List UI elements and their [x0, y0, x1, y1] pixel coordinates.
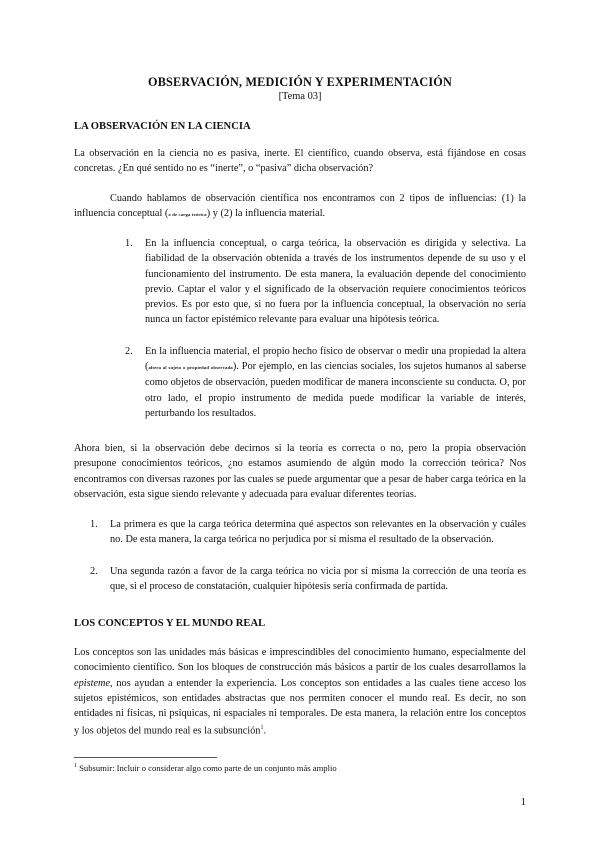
episteme-term: episteme [74, 677, 111, 689]
list-item-number: 2. [90, 565, 98, 577]
list-item-number: 1. [90, 519, 98, 530]
paragraph-conceptos-text-b: , nos ayudan a entender la experiencia. Los conceptos son entidades a las cuales tiene acceso los sujetos epistémicos, son entidades abstractas que nos permiten conocer el mundo real. Es decir, no son entidades ni físicas, ni psíquicas, ni espaciales ni temporales. De esta manera, la relación entre los conceptos y los objetos del mundo real es la subsunción [74, 677, 526, 737]
reasons-list [90, 517, 526, 594]
paragraph-influencias [74, 191, 526, 223]
list-item [125, 344, 526, 421]
list-item-text: En la influencia conceptual, o carga teórica, la observación es dirigida y selectiva. La fiabilidad de la observación obtenida a través de los instrumentos depende de su uso y el funcionamiento del instrumento. De esta manera, la evaluación depende del conocimiento previo. Captar el valor y el significado de la observación requiere conocimientos teóricos previos. Es por esto que, si no fuera por la influencia conceptual, la observación no sería nunca un factor epistémico relevante para evaluar una hipótesis teórica. [145, 238, 526, 326]
document-subtitle: [Tema 03] [278, 91, 322, 102]
paragraph-influencias-tiny-note: o de carga teórica [168, 212, 207, 218]
list-item-number: 2. [125, 345, 133, 357]
paragraph-ahora-bien: Ahora bien, si la observación debe decirnos si la teoría es correcta o no, pero la propia observación presupone conocimientos teóricos, ¿no estamos asumiendo de algún modo la corrección teórica? Nos encontramos con diversas razones por las cuales se puede argumentar que a pesar de haber carga teórica en la observación, esta sigue siendo relevante y adecuada para evaluar diferentes teorías. [74, 443, 526, 500]
paragraph-influencias-text-b: ) y (2) la influencia material. [206, 208, 326, 220]
section-heading-conceptos: LOS CONCEPTOS Y EL MUNDO REAL [74, 618, 266, 629]
footnote [74, 763, 337, 773]
paragraph-conceptos-end: . [263, 725, 267, 737]
list-item-text-a: En la influencia material, el propio hecho físico de observar o medir una propiedad la altera ( [145, 345, 526, 373]
document-title: OBSERVACIÓN, MEDICIÓN Y EXPERIMENTACIÓN [148, 75, 452, 89]
list-item-tiny-note: altera al sujeto o propiedad observada [148, 365, 233, 371]
page-number: 1 [520, 797, 526, 808]
footnote-divider [74, 757, 217, 758]
paragraph-intro: La observación en la ciencia no es pasiva, inerte. El científico, cuando observa, está fijándose en cosas concretas. ¿En qué sentido no es “inerte”, o “pasiva” dicha observación? [74, 148, 526, 175]
footnote-text: Subsumir: Incluir o considerar algo como parte de un conjunto más amplio [77, 763, 337, 773]
list-item-text: Una segunda razón a favor de la carga teórica no vicia por sí misma la corrección de una teoría es que, si el proceso de constatación, cualquier hipótesis sería confirmada de partida. [110, 565, 526, 592]
list-item [90, 564, 526, 595]
footnote-marker: 1 [74, 763, 77, 770]
paragraph-conceptos [74, 645, 526, 739]
paragraph-conceptos-text-a: Los conceptos son las unidades más básicas e imprescindibles del conocimiento humano, especialmente del conocimiento científico. Son los bloques de construcción más básicos a partir de los cuales desarrollamos la [74, 647, 526, 674]
list-item [90, 517, 526, 548]
list-item-text-b: ). Por ejemplo, en las ciencias sociales, los sujetos humanos al saberse como objetos de observación, pueden modificar de manera inconsciente su conducta. O, por otro lado, el propio instrumento de medida puede modificar la variable de interés, perturbando los resultados. [145, 361, 526, 419]
paragraph-influencias-text-a: Cuando hablamos de observación científica nos encontramos con 2 tipos de influencias: (1) la influencia conceptual ( [74, 193, 526, 220]
footnote-reference[interactable]: 1 [260, 725, 264, 732]
section-heading-observacion: LA OBSERVACIÓN EN LA CIENCIA [74, 121, 251, 132]
influence-list [125, 236, 526, 421]
list-item-text: La primera es que la carga teórica determina qué aspectos son relevantes en la observación y cuáles no. De esta manera, la carga teórica no perjudica por sí misma el resultado de la observación. [110, 519, 526, 546]
list-item [125, 236, 526, 328]
list-item-number: 1. [125, 238, 133, 249]
